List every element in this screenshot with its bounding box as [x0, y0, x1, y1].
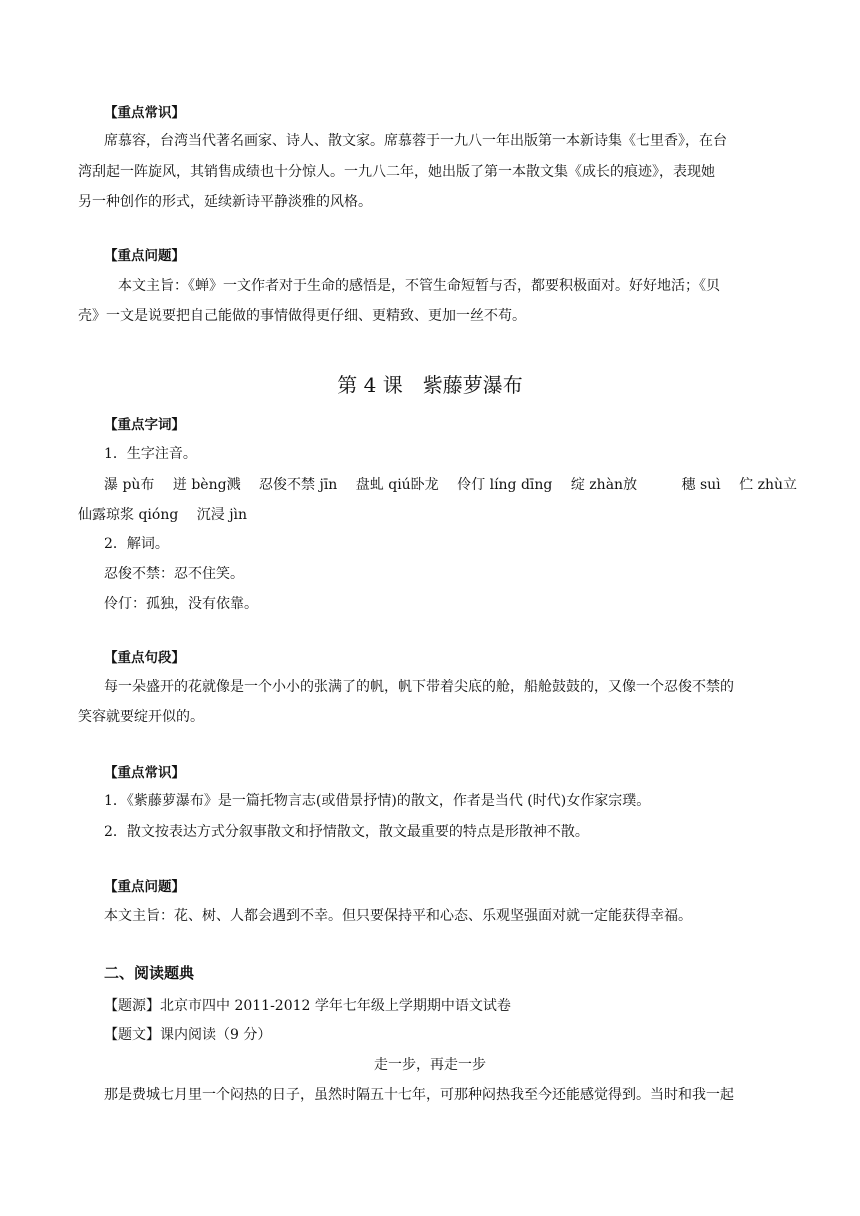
pinyin-item: 忍俊不禁 jīn	[259, 477, 338, 493]
paragraph-line: 壳》一文是说要把自己能做的事情做得更仔细、更精致、更加一丝不苟。	[78, 308, 526, 324]
pinyin-item: 盘虬 qiú卧龙	[355, 477, 439, 493]
list-item: 1．生字注音。	[104, 446, 197, 462]
paragraph-line: 席慕容，台湾当代著名画家、诗人、散文家。席慕蓉于一九八一年出版第一本新诗集《七里香》，在台	[104, 133, 727, 149]
pinyin-item: 伫 zhù立	[739, 477, 797, 493]
section-heading-common-knowledge: 【重点常识】	[104, 105, 185, 121]
paragraph-line: 笑容就要绽开似的。	[78, 709, 204, 725]
question-text-label: 【题文】课内阅读（9 分）	[104, 1027, 272, 1043]
list-item: 1．《紫藤萝瀑布》是一篇托物言志(或借景抒情)的散文，作者是当代 (时代)女作家宗璞。	[104, 793, 651, 809]
section-heading-key-question: 【重点问题】	[104, 879, 185, 895]
pinyin-item: 伶仃 líng dīng	[457, 477, 553, 493]
pinyin-item: 瀑 pù布	[104, 477, 155, 493]
pinyin-item: 仙露琼浆 qióng	[78, 507, 179, 523]
section-heading-common-knowledge: 【重点常识】	[104, 765, 185, 781]
definition: 伶仃：孤独，没有依靠。	[104, 596, 258, 612]
paragraph-line: 每一朵盛开的花就像是一个小小的张满了的帆，帆下带着尖底的舱，船舱鼓鼓的，又像一个忍俊不禁的	[104, 679, 734, 695]
paragraph-line: 本文主旨：花、树、人都会遇到不幸。但只要保持平和心态、乐观坚强面对就一定能获得幸福。	[104, 908, 692, 924]
pinyin-row	[104, 475, 797, 495]
pinyin-item: 沉浸 jìn	[196, 507, 248, 523]
list-item: 2．散文按表达方式分叙事散文和抒情散文，散文最重要的特点是形散神不散。	[104, 824, 589, 840]
question-source: 【题源】北京市四中 2011-2012 学年七年级上学期期中语文试卷	[104, 998, 511, 1014]
pinyin-item: 穗 suì	[681, 477, 721, 493]
section-heading-key-sentences: 【重点句段】	[104, 650, 185, 666]
passage-line: 那是费城七月里一个闷热的日子，虽然时隔五十七年，可那种闷热我至今还能感觉得到。当时和我一起	[104, 1087, 734, 1103]
pinyin-item: 绽 zhàn放	[570, 477, 638, 493]
list-item: 2．解词。	[104, 536, 169, 552]
paragraph-line: 本文主旨：《蝉》一文作者对于生命的感悟是，不管生命短暂与否，都要积极面对。好好地活；《贝	[118, 278, 720, 294]
section-heading-key-question: 【重点问题】	[104, 248, 185, 264]
paragraph-line: 湾刮起一阵旋风，其销售成绩也十分惊人。一九八二年，她出版了第一本散文集《成长的痕迹》，表现她	[78, 164, 715, 180]
paragraph-line: 另一种创作的形式，延续新诗平静淡雅的风格。	[78, 194, 372, 210]
pinyin-row	[78, 505, 782, 525]
section-heading-key-words: 【重点字词】	[104, 417, 185, 433]
pinyin-item: 迸 bèng溅	[172, 477, 241, 493]
definition: 忍俊不禁：忍不住笑。	[104, 566, 244, 582]
lesson-title: 第 4 课 紫藤萝瀑布	[337, 373, 523, 397]
passage-title: 走一步，再走一步	[374, 1057, 486, 1073]
section-title: 二、阅读题典	[104, 964, 195, 982]
